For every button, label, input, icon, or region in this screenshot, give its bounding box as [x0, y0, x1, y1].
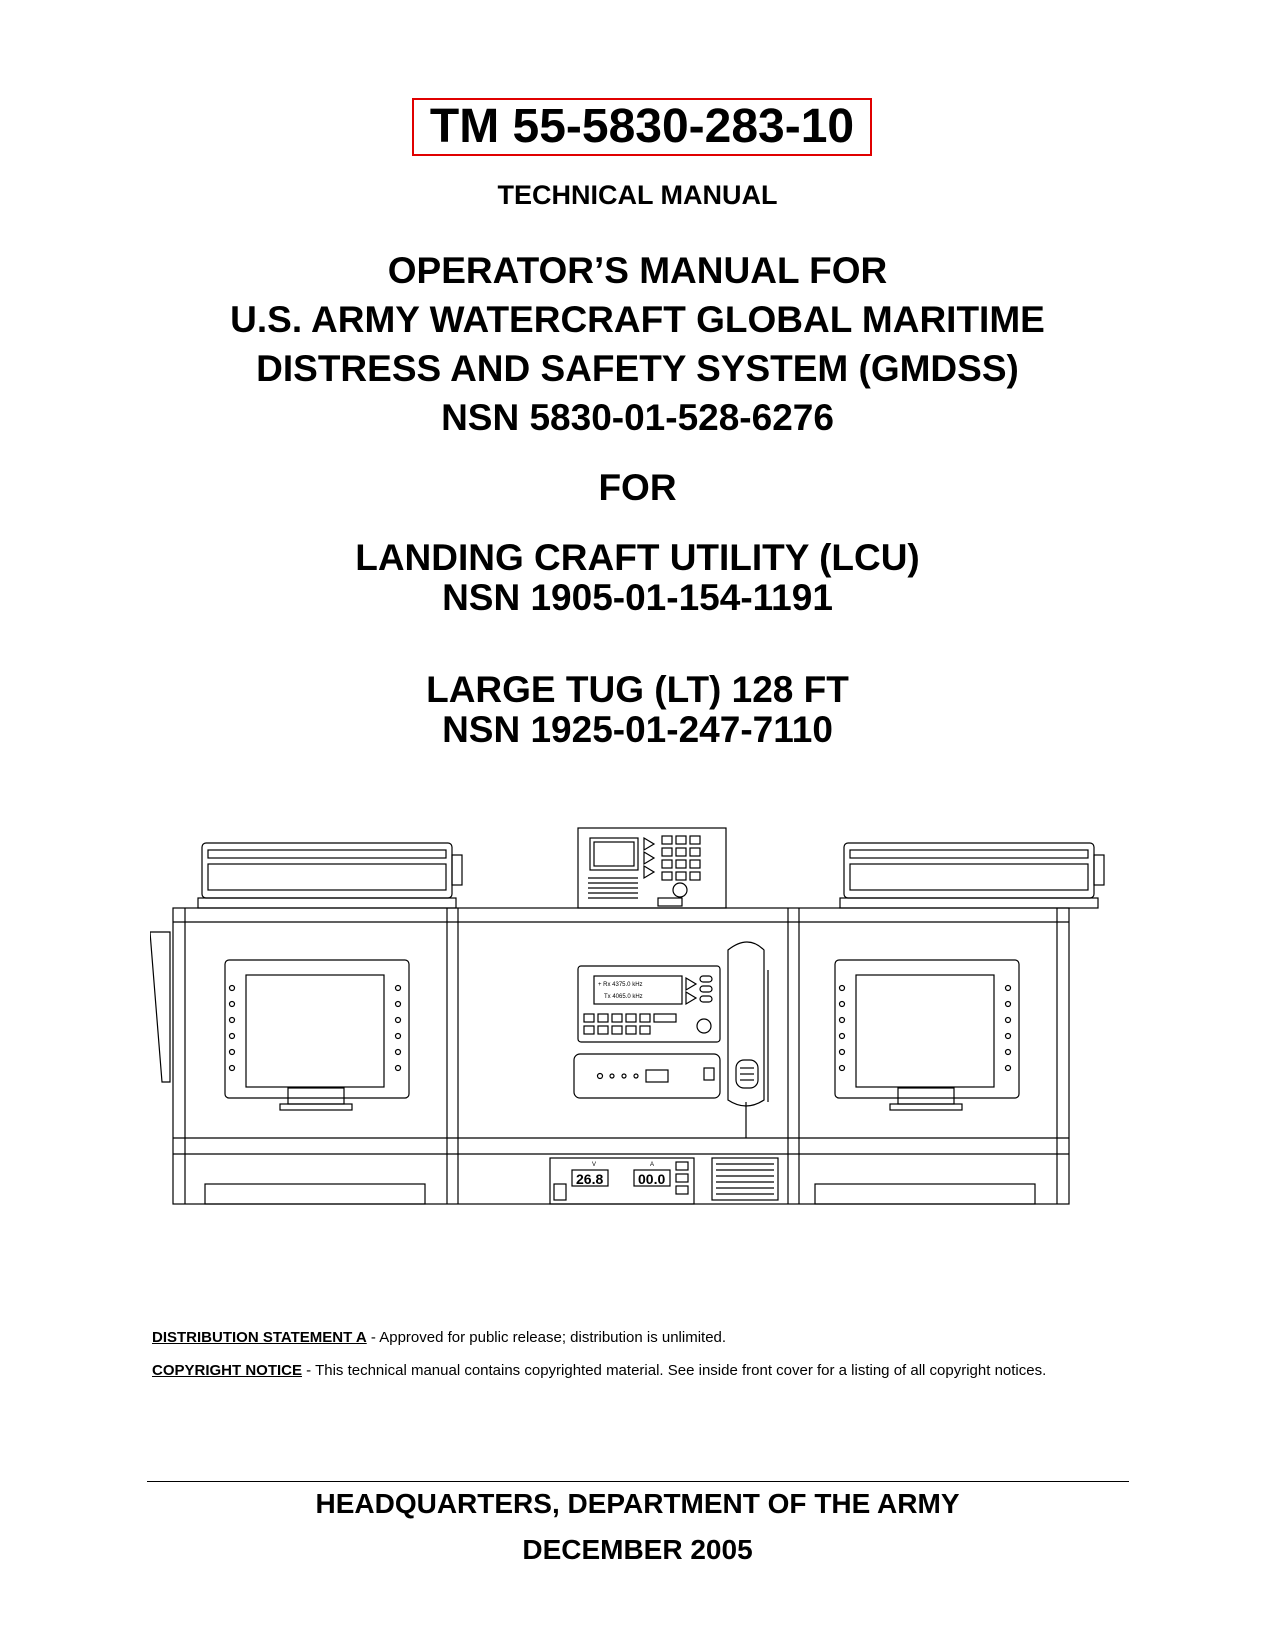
copyright-text: - This technical manual contains copyrighted material. See inside front cover for a listing of all copyright notices. — [302, 1362, 1047, 1379]
radio-rx-readout: + Rx 4375.0 kHz — [598, 982, 643, 988]
distribution-text: - Approved for public release; distribution is unlimited. — [366, 1329, 727, 1346]
mf-hf-radio — [578, 966, 720, 1042]
meter-right-unit: A — [650, 1162, 655, 1168]
title-nsn: NSN 5830-01-528-6276 — [441, 397, 834, 438]
copyright-notice — [152, 1360, 1092, 1381]
radio-tx-readout: Tx 4065.0 kHz — [604, 994, 643, 1000]
footer-org: HEADQUARTERS, DEPARTMENT OF THE ARMY — [315, 1488, 960, 1519]
for-label: FOR — [598, 467, 677, 508]
right-display — [835, 960, 1019, 1110]
title-line-2: U.S. ARMY WATERCRAFT GLOBAL MARITIME — [230, 299, 1045, 340]
vessel-lcu-name: LANDING CRAFT UTILITY (LCU) — [355, 537, 920, 578]
top-radio-unit — [578, 828, 726, 908]
vessel-lcu-nsn: NSN 1905-01-154-1191 — [442, 577, 833, 618]
speaker-grille — [712, 1158, 778, 1200]
title-line-1: OPERATOR’S MANUAL FOR — [387, 250, 888, 291]
gmdss-console-drawing — [150, 820, 1130, 1210]
title-line-3: DISTRESS AND SAFETY SYSTEM (GMDSS) — [256, 348, 1019, 389]
footer-divider — [147, 1481, 1129, 1482]
footer-date: DECEMBER 2005 — [522, 1534, 753, 1565]
copyright-label: COPYRIGHT NOTICE — [152, 1362, 303, 1379]
document-type: TECHNICAL MANUAL — [497, 180, 778, 210]
left-printer — [198, 843, 462, 908]
voltage-readout: 26.8 — [576, 1171, 604, 1187]
distribution-statement — [152, 1327, 1092, 1348]
console-frame — [150, 908, 1069, 1204]
vessel-lt-nsn: NSN 1925-01-247-7110 — [442, 709, 833, 750]
tm-number: TM 55-5830-283-10 — [412, 98, 872, 156]
vessel-lt-name: LARGE TUG (LT) 128 FT — [426, 669, 849, 710]
left-display — [225, 960, 409, 1110]
meter-left-unit: V — [592, 1162, 597, 1168]
alarm-unit — [574, 1054, 720, 1098]
current-readout: 00.0 — [638, 1171, 666, 1187]
handset — [728, 942, 768, 1138]
power-meter-panel — [550, 1158, 694, 1204]
right-printer — [840, 843, 1104, 908]
distribution-label: DISTRIBUTION STATEMENT A — [152, 1329, 367, 1346]
